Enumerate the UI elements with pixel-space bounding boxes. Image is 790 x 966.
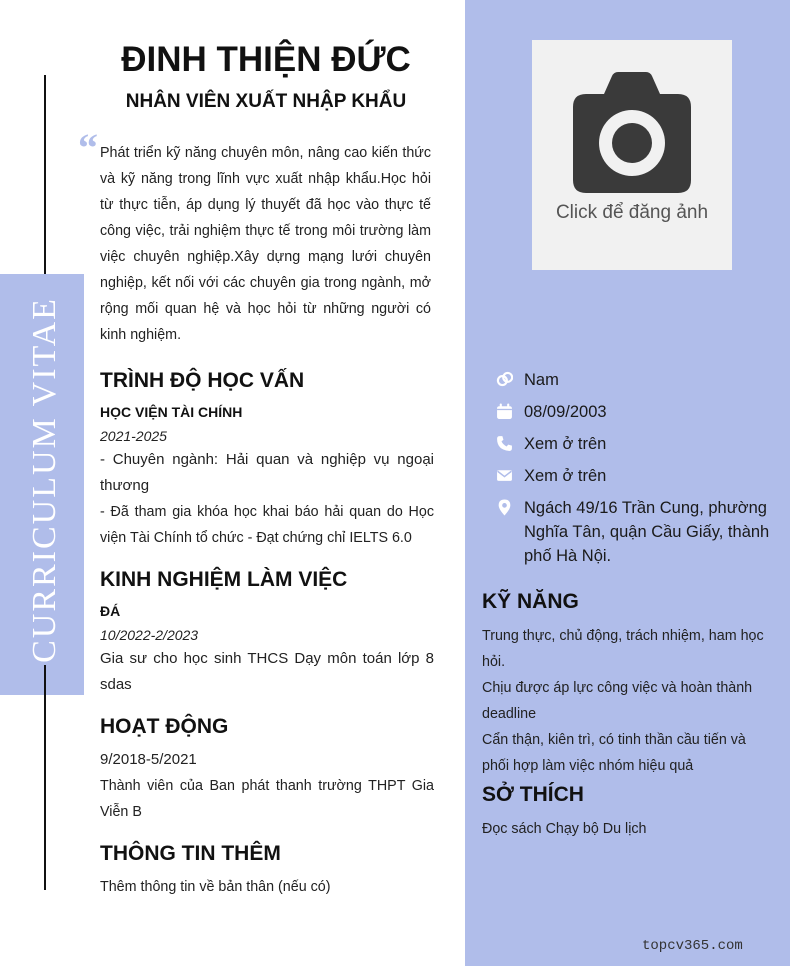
job-title[interactable]: NHÂN VIÊN XUẤT NHẬP KHẨU	[125, 91, 407, 112]
skills-heading: KỸ NĂNG	[482, 590, 579, 613]
mail-icon	[496, 467, 513, 484]
education-heading: TRÌNH ĐỘ HỌC VẤN	[100, 369, 305, 392]
experience-company[interactable]: ĐÁ	[100, 603, 121, 619]
activity-period[interactable]: 9/2018-5/2021	[100, 751, 197, 768]
hobbies-text[interactable]: Đọc sách Chạy bộ Du lịch	[482, 821, 647, 837]
camera-icon	[572, 72, 692, 194]
skill-item[interactable]: Cẩn thận, kiên trì, có tinh thần cầu tiến và phối hợp làm việc nhóm hiệu quả	[482, 732, 746, 774]
education-period[interactable]: 2021-2025	[100, 428, 167, 444]
photo-upload-label: Click để đăng ảnh	[555, 202, 709, 223]
skill-item[interactable]: Trung thực, chủ động, trách nhiệm, ham học hỏi.	[482, 628, 764, 670]
curriculum-vitae-label: CURRICULUM VITAE	[26, 297, 63, 663]
contact-email[interactable]: Xem ở trên	[524, 467, 607, 485]
gender-icon	[496, 371, 513, 388]
contact-gender[interactable]: Nam	[524, 371, 559, 389]
activities-heading: HOẠT ĐỘNG	[100, 715, 229, 738]
education-school[interactable]: HỌC VIỆN TÀI CHÍNH	[100, 404, 243, 420]
vertical-divider-top	[44, 75, 46, 300]
experience-period[interactable]: 10/2022-2/2023	[100, 627, 199, 643]
activity-description[interactable]: Thành viên của Ban phát thanh trường THPT Gia Viễn B	[100, 778, 434, 820]
hobbies-heading: SỞ THÍCH	[482, 783, 584, 806]
career-objective[interactable]: Phát triển kỹ năng chuyên môn, nâng cao kiến thức và kỹ năng trong lĩnh vực xuất nhập khẩu.Học hỏi từ thực tiễn, áp dụng lý thuyết đã học vào thực tế công việc, trải nghiệm thực tế trong môi trường làm việc chuyên nghiệp.Xây dựng mạng lưới chuyên nghiệp, kết nối với các chuyên gia trong ngành, mở rộng mối quan hệ và học hỏi từ những người có kinh nghiệm.	[100, 145, 431, 343]
education-note[interactable]: - Đã tham gia khóa học khai báo hải quan do Học viện Tài Chính tổ chức - Đạt chứng chỉ IELTS 6.0	[100, 504, 434, 546]
experience-heading: KINH NGHIỆM LÀM VIỆC	[100, 568, 348, 591]
additional-info-text[interactable]: Thêm thông tin về bản thân (nếu có)	[100, 879, 331, 895]
additional-info-heading: THÔNG TIN THÊM	[100, 842, 281, 865]
experience-description[interactable]: Gia sư cho học sinh THCS Dạy môn toán lớp 8 sdas	[100, 650, 434, 693]
skill-item[interactable]: Chịu được áp lực công việc và hoàn thành deadline	[482, 680, 753, 722]
location-pin-icon	[496, 499, 513, 516]
photo-upload-button[interactable]	[532, 40, 732, 270]
education-major[interactable]: - Chuyên ngành: Hải quan và nghiệp vụ ngoại thương	[100, 451, 434, 494]
quote-icon: “	[78, 125, 98, 170]
candidate-name[interactable]: ĐINH THIỆN ĐỨC	[121, 40, 411, 79]
footer-watermark: topcv365.com	[642, 938, 743, 954]
phone-icon	[496, 435, 513, 452]
vertical-divider-bottom	[44, 665, 46, 890]
calendar-icon	[496, 403, 513, 420]
contact-address[interactable]: Ngách 49/16 Trần Cung, phường Nghĩa Tân, quận Cầu Giấy, thành phố Hà Nội.	[524, 499, 770, 565]
contact-birthday[interactable]: 08/09/2003	[524, 403, 607, 421]
contact-phone[interactable]: Xem ở trên	[524, 435, 607, 453]
